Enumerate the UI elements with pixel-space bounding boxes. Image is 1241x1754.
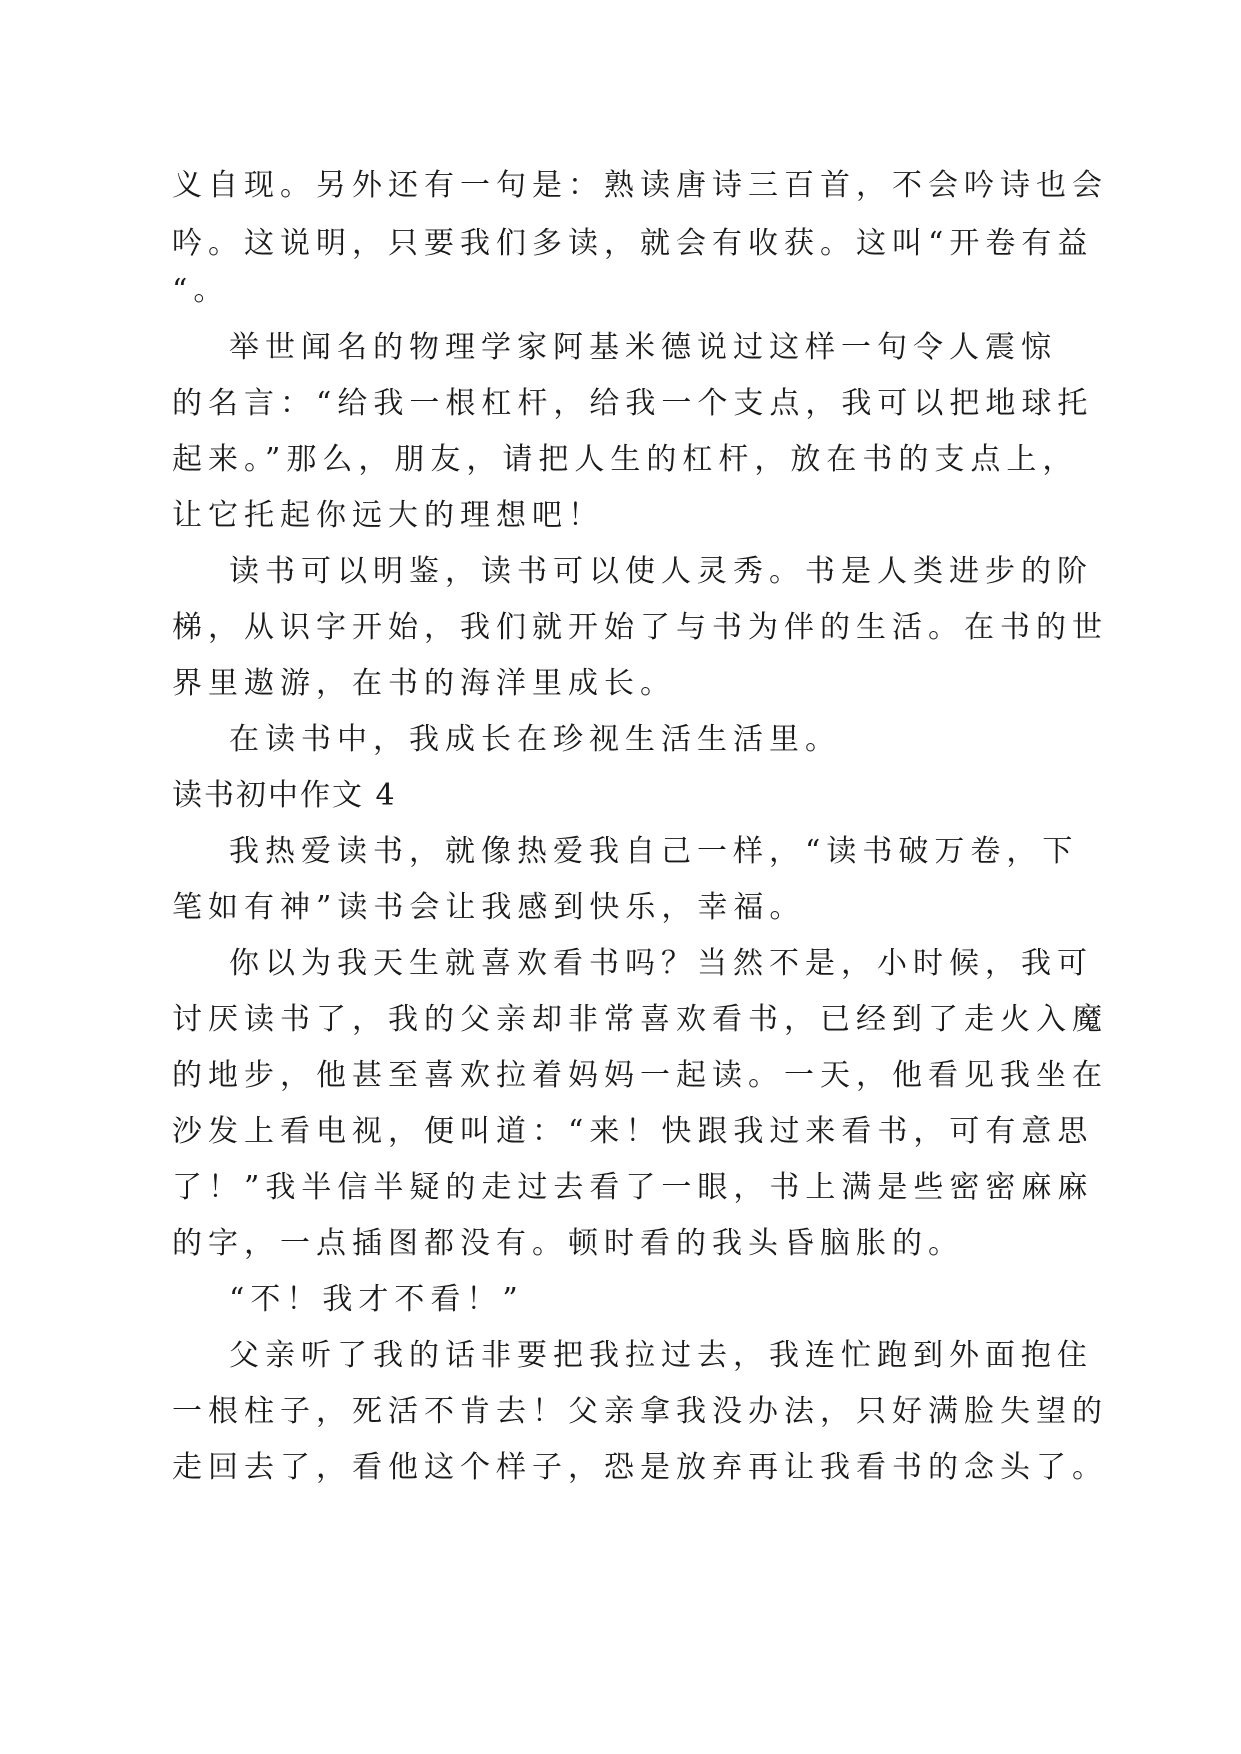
text-line: 界里遨游，在书的海洋里成长。 bbox=[172, 666, 676, 701]
text-line: 走回去了，看他这个样子，恐是放弃再让我看书的念头了。 bbox=[172, 1450, 1108, 1485]
text-line: 一根柱子，死活不肯去！父亲拿我没办法，只好满脸失望的 bbox=[172, 1394, 1108, 1429]
text-line: 的名言：“给我一根杠杆，给我一个支点，我可以把地球托 bbox=[172, 386, 1094, 421]
text-line: 你以为我天生就喜欢看书吗？当然不是，小时候，我可 bbox=[229, 946, 1093, 981]
text-line: 了！”我半信半疑的走过去看了一眼，书上满是些密密麻麻 bbox=[172, 1170, 1094, 1205]
text-line: 义自现。另外还有一句是：熟读唐诗三百首，不会吟诗也会 bbox=[172, 168, 1108, 203]
section-heading: 读书初中作文 4 bbox=[172, 778, 397, 813]
text-line: 读书可以明鉴，读书可以使人灵秀。书是人类进步的阶 bbox=[229, 554, 1093, 589]
text-line: 我热爱读书，就像热爱我自己一样，“读书破万卷，下 bbox=[229, 834, 1079, 869]
text-line: 起来。”那么，朋友，请把人生的杠杆，放在书的支点上， bbox=[172, 442, 1079, 477]
text-line: 父亲听了我的话非要把我拉过去，我连忙跑到外面抱住 bbox=[229, 1338, 1093, 1373]
text-line: 的地步，他甚至喜欢拉着妈妈一起读。一天，他看见我坐在 bbox=[172, 1058, 1108, 1093]
text-line: 吟。这说明，只要我们多读，就会有收获。这叫“开卷有益 bbox=[172, 226, 1094, 261]
text-line: “不！我才不看！” bbox=[229, 1282, 524, 1317]
text-line: 让它托起你远大的理想吧！ bbox=[172, 498, 604, 533]
text-line: 的字，一点插图都没有。顿时看的我头昏脑胀的。 bbox=[172, 1226, 964, 1261]
text-line: 讨厌读书了，我的父亲却非常喜欢看书，已经到了走火入魔 bbox=[172, 1002, 1108, 1037]
text-line: 梯，从识字开始，我们就开始了与书为伴的生活。在书的世 bbox=[172, 610, 1108, 645]
text-line: “。 bbox=[172, 273, 230, 308]
text-line: 在读书中，我成长在珍视生活生活里。 bbox=[229, 722, 841, 757]
text-line: 举世闻名的物理学家阿基米德说过这样一句令人震惊 bbox=[229, 330, 1057, 365]
text-line: 沙发上看电视，便叫道：“来！快跟我过来看书，可有意思 bbox=[172, 1114, 1094, 1149]
text-line: 笔如有神”读书会让我感到快乐，幸福。 bbox=[172, 890, 806, 925]
